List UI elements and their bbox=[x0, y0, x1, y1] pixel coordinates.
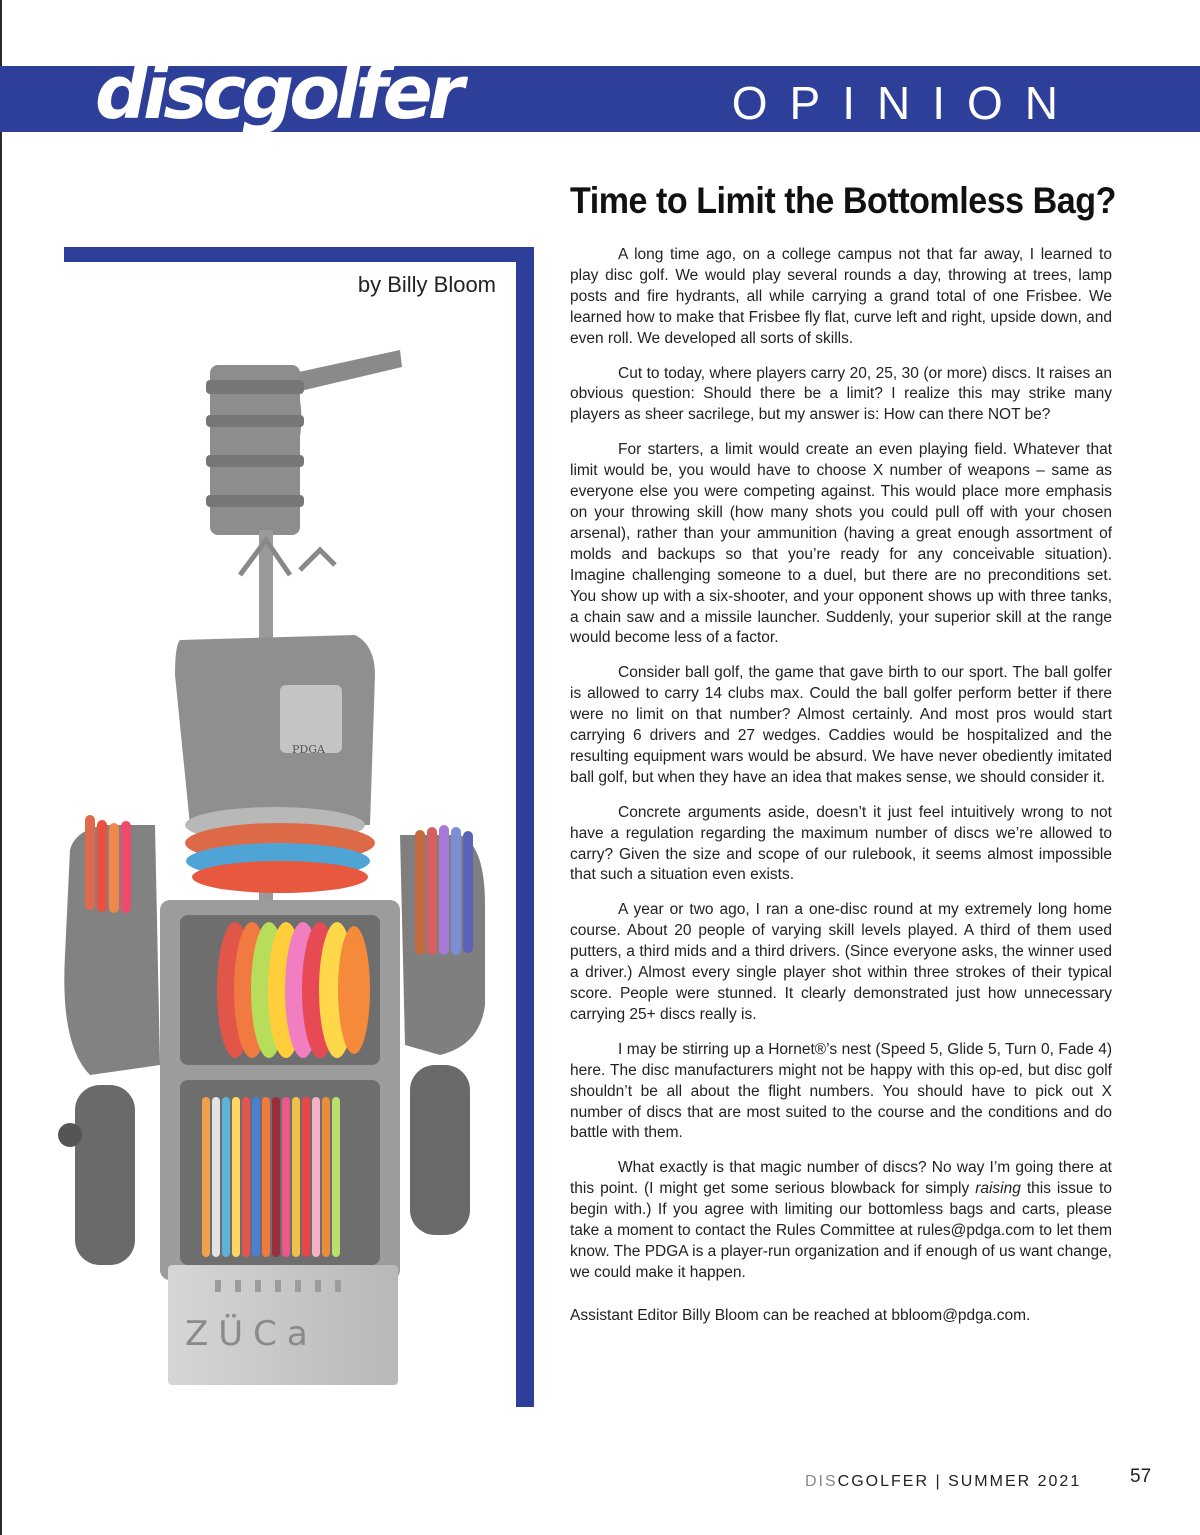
paragraph-text: this issue to begin with.) If you agree with limiting our bottomless bags and carts, please take a moment to contact the Rules Committee at rules@pdga.com to let them know. The PDGA is a player-run organization and if enough of us want change, we could make it happen. bbox=[570, 1180, 1113, 1281]
paragraph bbox=[570, 1158, 1112, 1283]
article-title: Time to Limit the Bottomless Bag? bbox=[570, 180, 1116, 221]
footer-folio bbox=[805, 1473, 1081, 1491]
paragraph-text: What exactly is that magic number of discs? No way I’m going there at this point. (I might get some serious blowback for simply bbox=[570, 1159, 1112, 1198]
paragraph: A year or two ago, I ran a one-disc round at my extremely long home course. About 20 people of varying skill levels played. A third of them used putters, a third mids and a third drivers. (Since everyone asks, the winner used a driver.) Almost every single player shot within three strokes of their typical score. People were stunned. It clearly demonstrated just how unnecessary carrying 25+ discs really is. bbox=[570, 901, 1112, 1023]
photo-frame-top-bar bbox=[64, 247, 534, 262]
right-pocket-discs bbox=[415, 825, 473, 955]
paragraph: Consider ball golf, the game that gave birth to our sport. The ball golfer is allowed to carry 14 clubs max. Could the ball golfer perform better if there were no limit on that number? Almost certainly. And most pros would start carrying 6 drivers and 27 wedges. Caddies would be hospitalized and the resulting equipment wars would be absurd. We have never obediently imitated ball golf, but when they have an idea that makes sense, we should consider it. bbox=[570, 664, 1112, 786]
photo-frame-side-bar bbox=[516, 247, 534, 1407]
paragraph: Concrete arguments aside, doesn’t it just feel intuitively wrong to not have a regulation regarding the maximum number of discs we’re allowed to carry? Given the size and scope of our rulebook, it seems almost impossible that such a situation even exists. bbox=[570, 803, 1112, 884]
svg-text:ZÜCa: ZÜCa bbox=[185, 1314, 318, 1354]
page-number: 57 bbox=[1130, 1466, 1152, 1487]
paragraph: For starters, a limit would create an even playing field. Whatever that limit would be, you would have to choose X number of weapons – same as everyone else you were competing against. This would place more emphasis on your throwing skill (how many shots you could pull off with your chosen arsenal), rather than your ammunition (having a great enough assortment of molds and backups so that you’re ready for any conceivable situation). Imagine challenging someone to a duel, but there are no preconditions set. You show up with a six-shooter, and your opponent shows up with three tanks, a chain saw and a missile launcher. Suddenly, your superior skill at the range would become less of a factor. bbox=[570, 441, 1112, 647]
author-contact: Assistant Editor Billy Bloom can be reached at bbloom@pdga.com. bbox=[570, 1306, 1031, 1324]
paragraph: I may be stirring up a Hornet®’s nest (Speed 5, Glide 5, Turn 0, Fade 4) here. The disc manufacturers might not be happy with this op-ed, but disc golf shouldn’t be all about the flight numbers. You should have to pick out X number of discs that are most suited to the course and the conditions and do battle with them. bbox=[570, 1040, 1112, 1142]
cart-upper-discs bbox=[217, 922, 370, 1058]
folio-light-text: DIS bbox=[805, 1473, 838, 1490]
disc-cart-photo bbox=[30, 345, 510, 1395]
svg-text:PDGA: PDGA bbox=[292, 743, 325, 756]
article-body bbox=[570, 245, 1112, 1341]
folio-text: CGOLFER | SUMMER 2021 bbox=[837, 1473, 1082, 1490]
magazine-logo: discgolfer bbox=[95, 50, 460, 136]
paragraph: A long time ago, on a college campus not that far away, I learned to play disc golf. We would play several rounds a day, throwing at trees, lamp posts and fire hydrants, all while carrying a grand total of one Frisbee. We learned how to make that Frisbee fly flat, curve left and right, upside down, and even roll. We developed all sorts of skills. bbox=[570, 246, 1112, 347]
emphasis-text: raising bbox=[975, 1180, 1021, 1198]
paragraph: Cut to today, where players carry 20, 25, 30 (or more) discs. It raises an obvious question: Should there be a limit? I realize this may strike many players as sheer sacrilege, but my answer is: How can there NOT be? bbox=[570, 364, 1112, 424]
page-edge-rule bbox=[0, 0, 2, 1535]
byline: by Billy Bloom bbox=[357, 272, 496, 297]
section-title: OPINION bbox=[731, 77, 1080, 129]
